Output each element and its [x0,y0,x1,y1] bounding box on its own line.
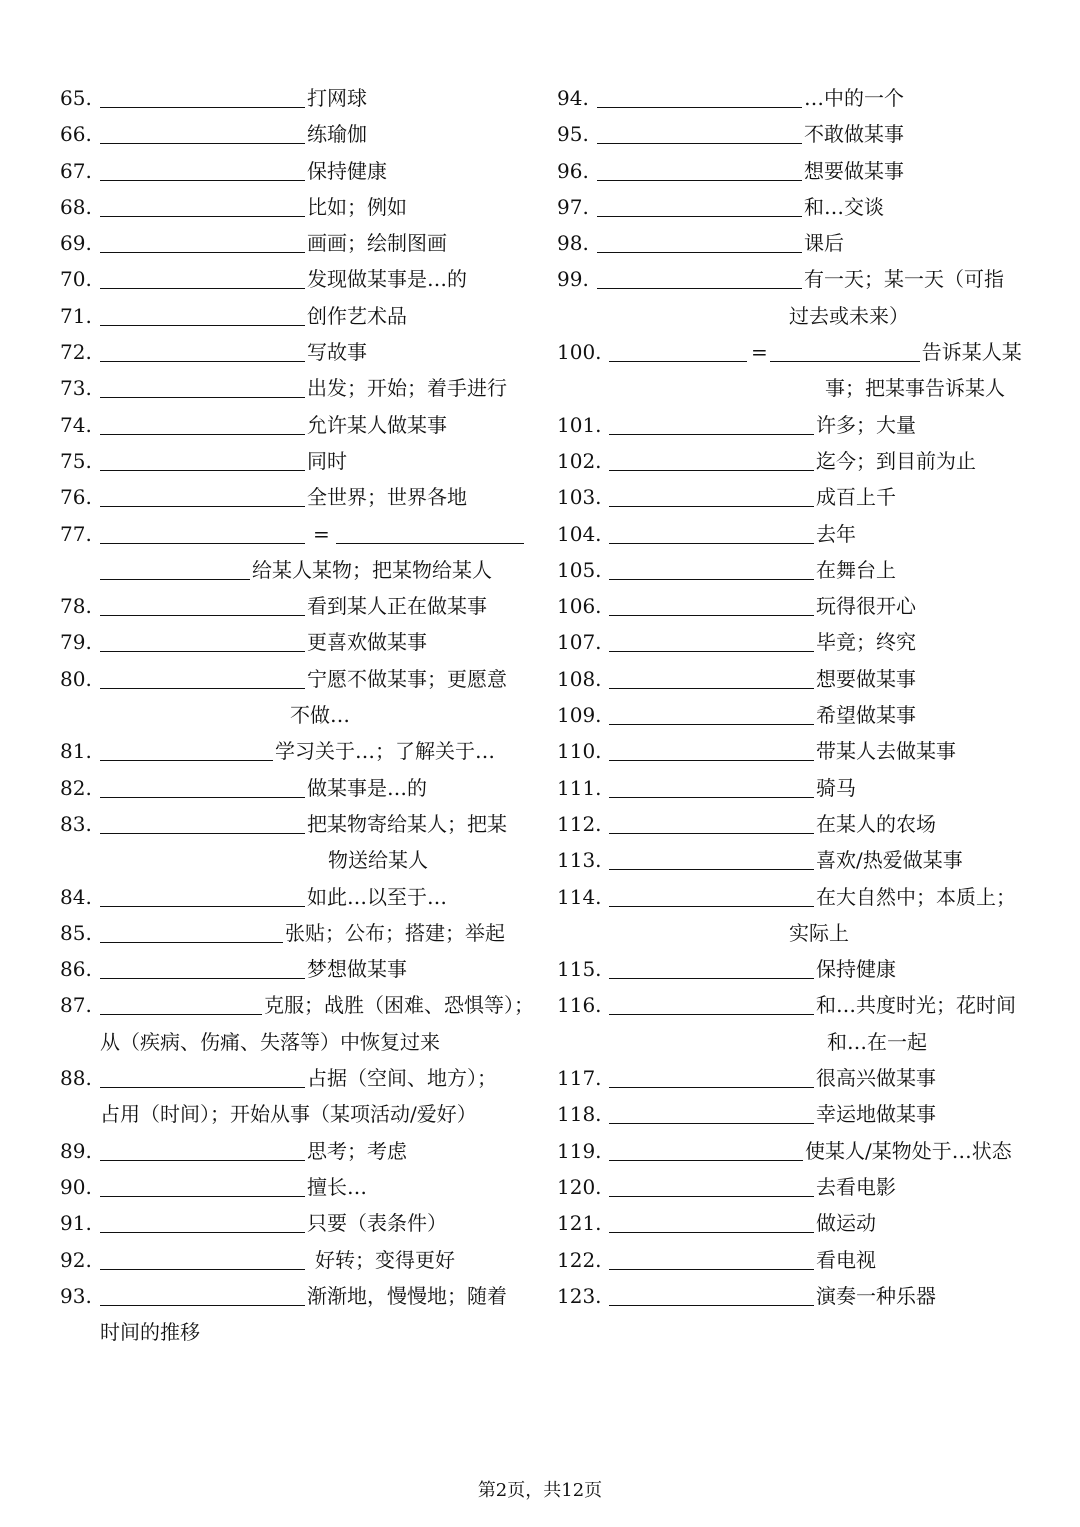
list-item: 109. 希望做某事 [557,697,1037,733]
list-item: 80. 宁愿不做某事；更愿意 [60,661,530,697]
list-item: 77. = [60,516,530,552]
list-item-continuation: 物送给某人 [328,848,428,873]
list-item: 95. 不敢做某事 [557,116,1037,152]
answer-blank[interactable] [100,225,305,253]
list-item: 85. 张贴；公布；搭建；举起 [60,915,530,951]
answer-blank[interactable] [609,842,814,870]
list-item: 97. 和…交谈 [557,189,1037,225]
list-item: 89. 思考；考虑 [60,1133,530,1169]
list-item-continuation: 和…在一起 [827,1029,927,1054]
list-item: 81. 学习关于…；了解关于… [60,733,530,769]
answer-blank[interactable] [609,733,814,761]
list-item: 82. 做某事是…的 [60,770,530,806]
list-item: 101. 许多；大量 [557,407,1037,443]
answer-blank[interactable] [609,516,814,544]
answer-blank[interactable] [100,588,305,616]
answer-blank[interactable] [609,552,814,580]
answer-blank[interactable] [609,1169,814,1197]
answer-blank[interactable] [100,479,305,507]
list-item: 115. 保持健康 [557,951,1037,987]
list-item: 70. 发现做某事是…的 [60,261,530,297]
list-item: 103. 成百上千 [557,479,1037,515]
answer-blank[interactable] [100,1133,305,1161]
answer-blank[interactable] [100,443,305,471]
answer-blank[interactable] [609,1096,814,1124]
answer-blank[interactable] [597,80,802,108]
answer-blank[interactable] [609,588,814,616]
list-item: 66. 练瑜伽 [60,116,530,152]
answer-blank[interactable] [609,624,814,652]
list-item-continuation: 给某人某物；把某物给某人 [60,552,530,588]
list-item: 119. 使某人/某物处于…状态 [557,1133,1037,1169]
answer-blank[interactable] [597,225,802,253]
answer-blank[interactable] [597,116,802,144]
answer-blank[interactable] [100,516,305,544]
answer-blank[interactable] [609,987,814,1015]
answer-blank[interactable] [100,661,305,689]
right-column [557,80,1037,1314]
list-item: 83. 把某物寄给某人；把某 [60,806,530,842]
answer-blank[interactable] [100,915,283,943]
list-item: 96. 想要做某事 [557,153,1037,189]
answer-blank[interactable] [100,1060,305,1088]
list-item-continuation: 过去或未来） [789,303,909,328]
list-item: 73. 出发；开始；着手进行 [60,370,530,406]
list-item: 94. …中的一个 [557,80,1037,116]
answer-blank[interactable] [100,806,305,834]
answer-blank[interactable] [100,80,305,108]
answer-blank[interactable] [609,1205,814,1233]
list-item: 110. 带某人去做某事 [557,733,1037,769]
answer-blank[interactable] [100,624,305,652]
list-item: 122. 看电视 [557,1242,1037,1278]
left-column [60,80,534,1350]
list-item: 123. 演奏一种乐器 [557,1278,1037,1314]
page-number: 第2页，共12页 [477,1480,603,1501]
list-item-continuation: 事；把某事告诉某人 [825,376,1005,401]
list-item: 114. 在大自然中；本质上； [557,879,1037,915]
list-item: 65. 打网球 [60,80,530,116]
list-item: 113. 喜欢/热爱做某事 [557,842,1037,878]
answer-blank[interactable] [597,153,802,181]
answer-blank[interactable] [100,770,305,798]
list-item-continuation: 占用（时间）；开始从事（某项活动/爱好） [100,1102,477,1127]
answer-blank[interactable] [100,987,262,1015]
answer-blank[interactable] [609,334,747,362]
answer-blank[interactable] [100,1242,305,1270]
answer-blank[interactable] [100,552,250,580]
list-item: 118. 幸运地做某事 [557,1096,1037,1132]
list-item: 75. 同时 [60,443,530,479]
answer-blank[interactable] [609,697,814,725]
answer-blank[interactable] [100,116,305,144]
answer-blank[interactable] [609,407,814,435]
list-item: 68. 比如；例如 [60,189,530,225]
list-item: 121. 做运动 [557,1205,1037,1241]
answer-blank[interactable] [100,334,305,362]
answer-blank[interactable] [597,189,802,217]
list-item: 91. 只要（表条件） [60,1205,530,1241]
list-item: 102. 迄今；到目前为止 [557,443,1037,479]
answer-blank[interactable] [100,407,305,435]
list-item: 79. 更喜欢做某事 [60,624,530,660]
list-item: 76. 全世界；世界各地 [60,479,530,515]
answer-blank[interactable] [609,806,814,834]
answer-blank[interactable] [770,334,920,362]
answer-blank[interactable] [100,1205,305,1233]
list-item: 112. 在某人的农场 [557,806,1037,842]
list-item-continuation: 不做… [290,703,350,728]
list-item: 111. 骑马 [557,770,1037,806]
list-item: 117. 很高兴做某事 [557,1060,1037,1096]
list-item: 72. 写故事 [60,334,530,370]
list-item: 67. 保持健康 [60,153,530,189]
answer-blank[interactable] [336,516,524,544]
answer-blank[interactable] [609,879,814,907]
answer-blank[interactable] [609,443,814,471]
list-item: 74. 允许某人做某事 [60,407,530,443]
answer-blank[interactable] [100,879,305,907]
answer-blank[interactable] [597,261,802,289]
list-item: 108. 想要做某事 [557,661,1037,697]
answer-blank[interactable] [100,1278,305,1306]
answer-blank[interactable] [609,1278,814,1306]
list-item: 78. 看到某人正在做某事 [60,588,530,624]
list-item: 116. 和…共度时光；花时间 [557,987,1037,1023]
list-item: 84. 如此…以至于… [60,879,530,915]
answer-blank[interactable] [100,189,305,217]
answer-blank[interactable] [609,479,814,507]
list-item: 98. 课后 [557,225,1037,261]
list-item: 71. 创作艺术品 [60,298,530,334]
list-item-continuation: 从（疾病、伤痛、失落等）中恢复过来 [100,1029,440,1054]
answer-blank[interactable] [609,1133,803,1161]
list-item-continuation: 实际上 [789,920,849,945]
answer-blank[interactable] [100,370,305,398]
list-item: 107. 毕竟；终究 [557,624,1037,660]
list-item: 86. 梦想做某事 [60,951,530,987]
list-item: 92. 好转；变得更好 [60,1242,530,1278]
list-item: 90. 擅长… [60,1169,530,1205]
list-item: 69. 画画；绘制图画 [60,225,530,261]
list-item: 99. 有一天；某一天（可指 [557,261,1037,297]
answer-blank[interactable] [100,733,273,761]
answer-blank[interactable] [609,770,814,798]
list-item: 93. 渐渐地，慢慢地；随着 [60,1278,530,1314]
answer-blank[interactable] [609,1242,814,1270]
answer-blank[interactable] [100,951,305,979]
list-item: 120. 去看电影 [557,1169,1037,1205]
answer-blank[interactable] [100,1169,305,1197]
list-item: 88. 占据（空间、地方）； [60,1060,530,1096]
list-item: 104. 去年 [557,516,1037,552]
answer-blank[interactable] [100,261,305,289]
list-item: 87. 克服；战胜（困难、恐惧等）； [60,987,530,1023]
answer-blank[interactable] [609,1060,814,1088]
answer-blank[interactable] [609,951,814,979]
answer-blank[interactable] [100,153,305,181]
list-item: 105. 在舞台上 [557,552,1037,588]
list-item-continuation: 时间的推移 [100,1320,200,1345]
list-item: 100. = 告诉某人某 [557,334,1037,370]
list-item: 106. 玩得很开心 [557,588,1037,624]
answer-blank[interactable] [100,298,305,326]
answer-blank[interactable] [609,661,814,689]
